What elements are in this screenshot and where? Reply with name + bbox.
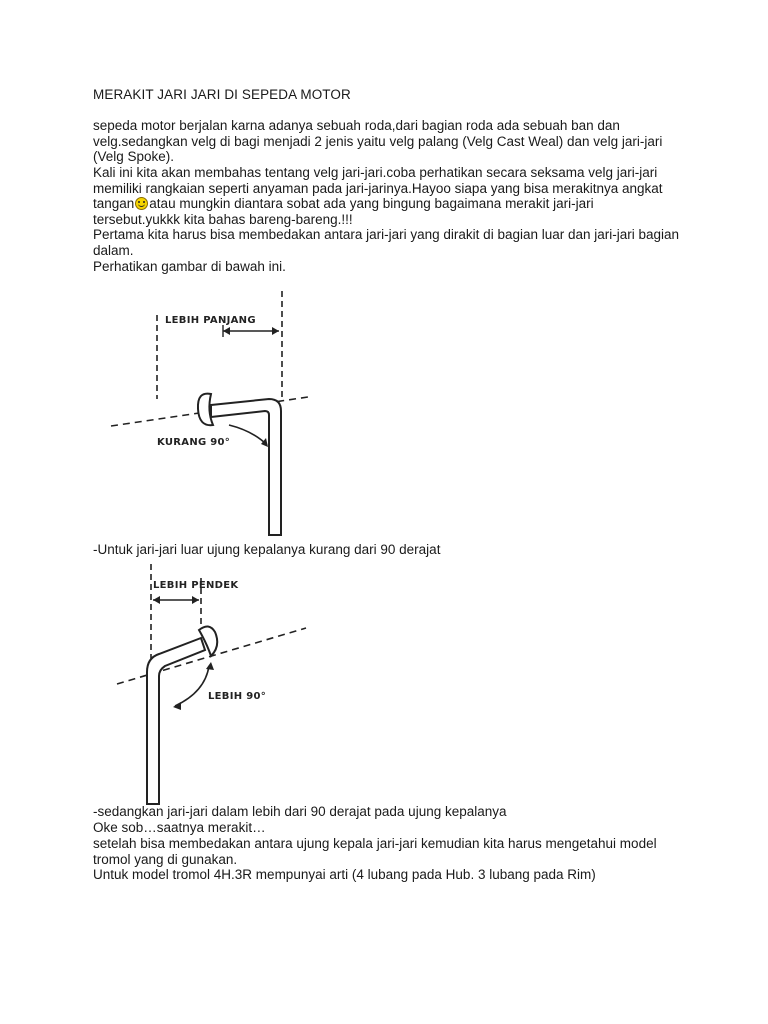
- figure-inner-spoke: [93, 560, 311, 805]
- figure1-angle-label: KURANG 90°: [157, 437, 231, 448]
- document-title: MERAKIT JARI JARI DI SEPEDA MOTOR: [93, 87, 351, 102]
- smiley-emoticon-icon: [135, 197, 148, 210]
- inner-spoke-diagram: [93, 560, 311, 805]
- figure1-top-label: LEBIH PANJANG: [165, 315, 256, 326]
- hub-model-paragraph: setelah bisa membedakan antara ujung kepala jari-jari kemudian kita harus mengetahui model tromol yang di gunakan.: [93, 836, 657, 867]
- hub-4h3r-paragraph: Untuk model tromol 4H.3R mempunyai arti (4 lubang pada Hub. 3 lubang pada Rim): [93, 867, 596, 882]
- spoke-paragraph: [93, 165, 683, 227]
- spoke-paragraph-part-2: atau mungkin diantara sobat ada yang bingung bagaimana merakit jari-jari tersebut.yukkk kita bahas bareng-bareng.!!!: [93, 196, 594, 227]
- spoke-paragraph-part-1: Kali ini kita akan membahas tentang velg jari-jari.coba perhatikan secara seksama velg jari-jari memiliki rangkaian seperti anyaman pada jari-jarinya.Hayoo siapa yang bisa merakitnya angkat tangan: [93, 165, 663, 212]
- figure1-caption: -Untuk jari-jari luar ujung kepalanya kurang dari 90 derajat: [93, 542, 441, 557]
- figure-outer-spoke: [93, 287, 315, 542]
- intro-paragraph: sepeda motor berjalan karna adanya sebuah roda,dari bagian roda ada sebuah ban dan velg.sedangkan velg di bagi menjadi 2 jenis yaitu velg palang (Velg Cast Weal) dan velg jari-jari (Velg Spoke).: [93, 118, 663, 165]
- difference-paragraph: Pertama kita harus bisa membedakan antara jari-jari yang dirakit di bagian luar dan jari-jari bagian dalam.: [93, 227, 680, 258]
- figure2-caption: -sedangkan jari-jari dalam lebih dari 90 derajat pada ujung kepalanya: [93, 804, 507, 819]
- figure2-angle-label: LEBIH 90°: [208, 691, 267, 702]
- assemble-paragraph: Oke sob…saatnya merakit…: [93, 820, 266, 835]
- outer-spoke-diagram: [93, 287, 315, 542]
- see-image-paragraph: Perhatikan gambar di bawah ini.: [93, 259, 286, 274]
- figure2-top-label: LEBIH PENDEK: [153, 580, 239, 591]
